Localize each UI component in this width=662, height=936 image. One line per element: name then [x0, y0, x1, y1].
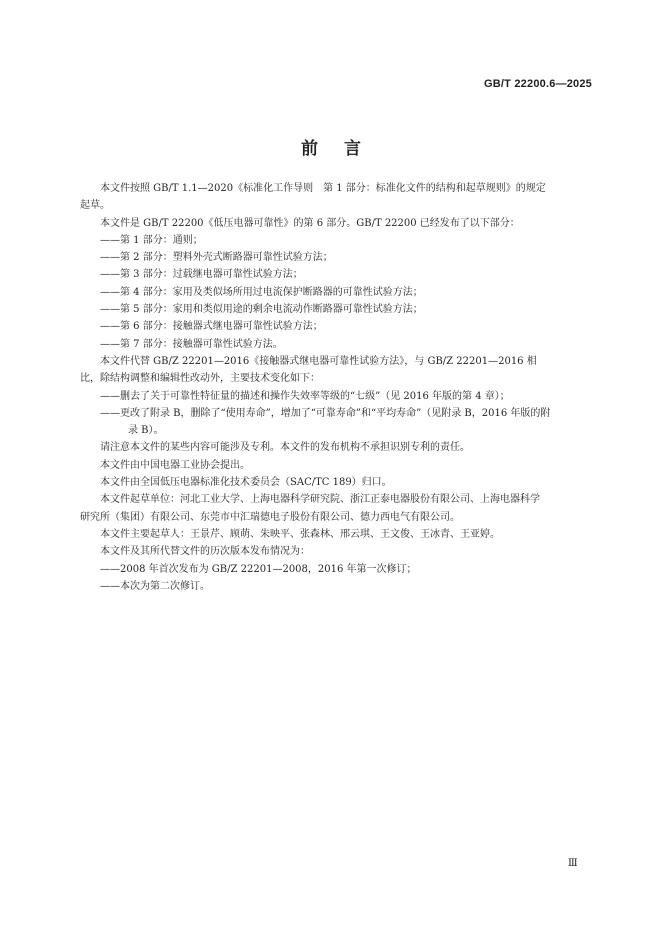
document-body [80, 180, 580, 595]
standard-code: GB/T 22200.6—2025 [484, 78, 592, 90]
text-line: ——第 6 部分：接触器式继电器可靠性试验方法； [100, 321, 323, 333]
text-line: 录 B）。 [128, 425, 164, 437]
text-line: 本文件按照 GB/T 1.1—2020《标准化工作导则 第 1 部分：标准化文件的结构和起草规则》的规定 [100, 183, 546, 194]
text-line: ——第 2 部分：塑料外壳式断路器可靠性试验方法； [100, 252, 333, 264]
text-line: 请注意本文件的某些内容可能涉及专利。本文件的发布机构不承担识别专利的责任。 [100, 442, 470, 454]
text-line: ——更改了附录 B，删除了“使用寿命”，增加了“可靠寿命”和“平均寿命”（见附录 B，2016 年版的附 [100, 407, 551, 419]
page-number: Ⅲ [568, 858, 578, 869]
text-line: 本文件由中国电器工业协会提出。 [100, 459, 250, 471]
text-line: 比，除结构调整和编辑性改动外，主要技术变化如下： [80, 373, 320, 385]
text-line: ——第 5 部分：家用和类似用途的剩余电流动作断路器可靠性试验方法； [100, 304, 423, 316]
text-line: 本文件起草单位：河北工业大学、上海电器科学研究院、浙江正泰电器股份有限公司、上海电器科学 [100, 494, 540, 506]
text-line: ——本次为第二次修订。 [100, 580, 210, 592]
text-line: 研究所（集团）有限公司、东莞市中汇瑞德电子股份有限公司、德力西电气有限公司。 [80, 511, 460, 523]
text-line: ——2008 年首次发布为 GB/Z 22201—2008，2016 年第一次修订； [100, 563, 417, 575]
text-line: 本文件由全国低压电器标准化技术委员会（SAC/TC 189）归口。 [100, 477, 392, 489]
text-line: 起草。 [80, 200, 110, 212]
text-line: ——第 3 部分：过载继电器可靠性试验方法； [100, 269, 303, 281]
text-line: 本文件代替 GB/Z 22201—2016《接触器式继电器可靠性试验方法》，与 GB/Z 22201—2016 相 [100, 355, 537, 367]
text-line: ——第 4 部分：家用及类似场所用过电流保护断路器的可靠性试验方法； [100, 286, 423, 298]
text-line: 本文件是 GB/T 22200《低压电器可靠性》的第 6 部分。GB/T 22200 已经发布了以下部分： [100, 217, 520, 229]
page-title: 前言 [301, 139, 387, 159]
text-line: ——第 7 部分：接触器可靠性试验方法。 [100, 338, 283, 350]
text-line: ——第 1 部分：通则； [100, 234, 203, 246]
text-line: 本文件主要起草人：王景芹、顾萌、朱映平、张森林、邢云琪、王文俊、王冰青、王亚婷。 [100, 528, 500, 540]
text-line: 本文件及其所代替文件的历次版本发布情况为： [100, 546, 310, 558]
text-line: ——删去了关于可靠性特征量的描述和操作失效率等级的“七级”（见 2016 年版的第 4 章）； [100, 390, 510, 402]
